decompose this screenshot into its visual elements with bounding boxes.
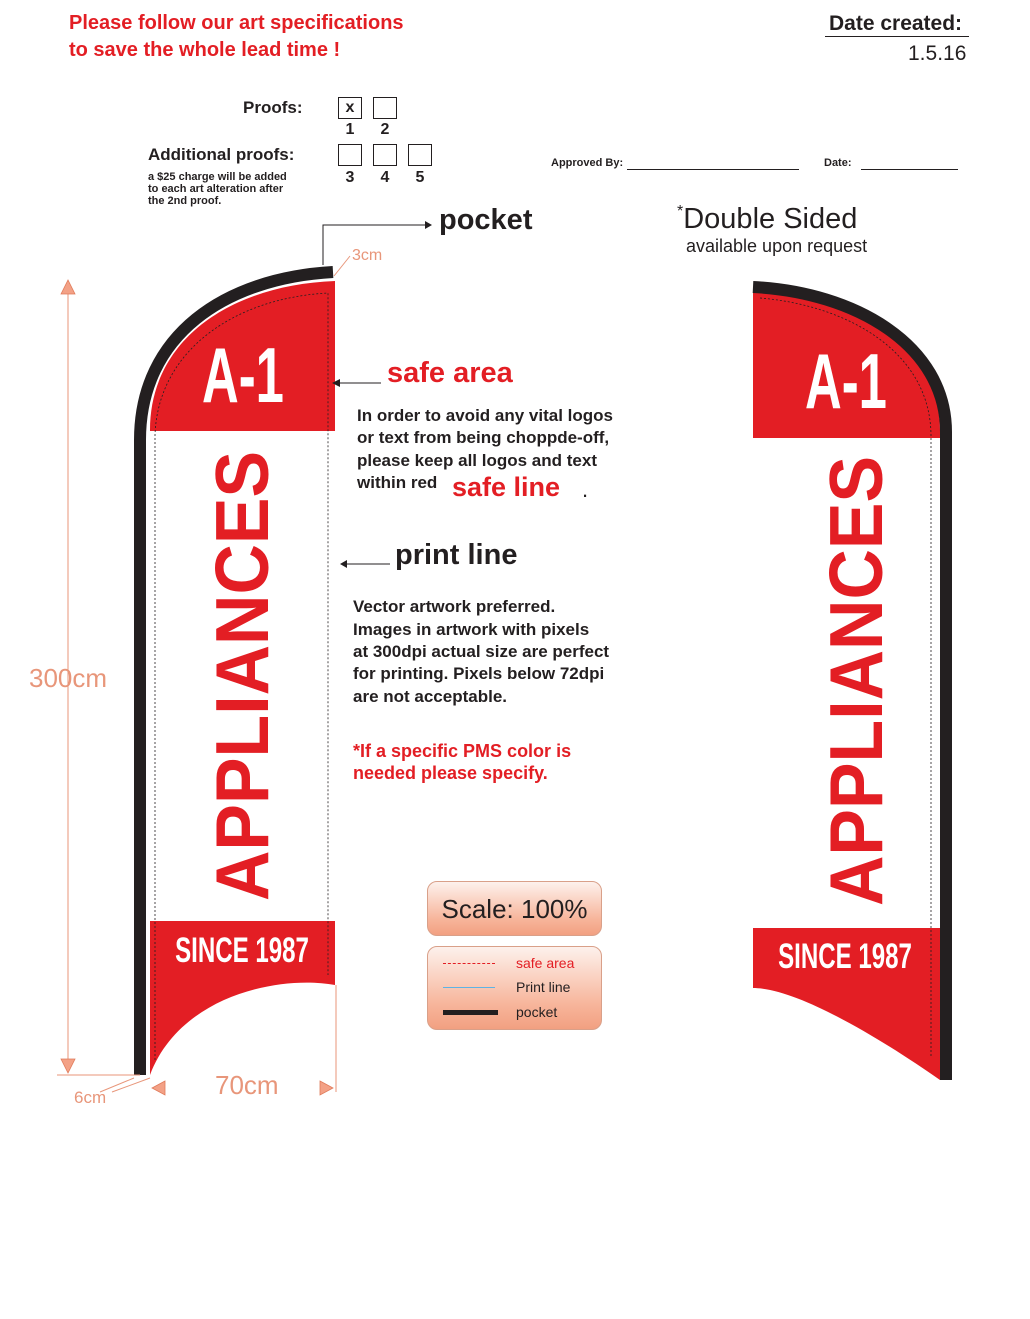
approved-by-label: Approved By:	[551, 157, 624, 169]
safe-area-line-3: please keep all logos and text	[357, 451, 597, 470]
legend-pocket-swatch	[443, 1010, 498, 1015]
safe-area-line-2: or text from being choppde-off,	[357, 428, 610, 447]
pole-width-leader	[100, 1078, 150, 1092]
right-flag-vertical-text: APPLIANCES	[814, 455, 899, 907]
proof-number-3: 3	[345, 169, 355, 186]
pms-note-1: *If a specific PMS color is	[353, 741, 572, 761]
legend-print-line-label: Print line	[516, 979, 571, 995]
right-flag-top-text: A-1	[805, 338, 887, 425]
pms-note-2: needed please specify.	[353, 763, 548, 783]
print-line-text-4: for printing. Pixels below 72dpi	[353, 664, 605, 683]
pocket-width-label: 3cm	[352, 247, 383, 264]
safe-area-line-4: within red	[357, 473, 438, 492]
double-sided-asterisk: *	[677, 203, 684, 220]
width-arrow-left-icon	[152, 1081, 165, 1095]
approval-date-label: Date:	[824, 157, 852, 169]
print-line-text-3: at 300dpi actual size are perfect	[353, 642, 610, 661]
double-sided-subtitle: available upon request	[686, 236, 868, 256]
left-flag-top-text: A-1	[202, 332, 284, 419]
safe-area-title: safe area	[387, 357, 513, 389]
instruction-line-1: Please follow our art specifications	[69, 12, 404, 34]
legend-box	[427, 946, 602, 1030]
safe-area-line-1: In order to avoid any vital logos	[357, 406, 613, 425]
legend-print-line-swatch	[443, 987, 495, 988]
left-flag-vertical-text: APPLIANCES	[200, 450, 285, 902]
left-flag	[140, 260, 350, 1091]
legend-pocket-label: pocket	[516, 1004, 558, 1020]
height-arrow-up-icon	[61, 280, 75, 294]
print-line-text-1: Vector artwork preferred.	[353, 597, 556, 616]
width-arrow-right-icon	[320, 1081, 333, 1095]
proof-number-5: 5	[415, 169, 425, 186]
width-label: 70cm	[215, 1070, 279, 1100]
right-flag-bottom-text: SINCE 1987	[778, 937, 912, 977]
safe-line-period: .	[582, 477, 589, 502]
print-line-arrow-icon	[340, 560, 347, 568]
safe-line-emphasis: safe line	[452, 472, 561, 502]
scale-badge	[427, 881, 602, 936]
proof-number-1: 1	[345, 121, 355, 138]
proof-number-4: 4	[380, 169, 390, 186]
print-line-title: print line	[395, 539, 518, 571]
print-line-text-5: are not acceptable.	[353, 687, 508, 706]
proof-number-2: 2	[380, 121, 390, 138]
legend-safe-area-swatch	[443, 963, 495, 964]
right-flag	[745, 280, 955, 1100]
height-label: 300cm	[29, 663, 108, 693]
charge-note-3: the 2nd proof.	[148, 195, 222, 207]
height-arrow-down-icon	[61, 1059, 75, 1073]
pocket-label: pocket	[439, 204, 533, 236]
scale-label: Scale: 100%	[441, 894, 588, 924]
additional-proofs-label: Additional proofs:	[148, 145, 295, 164]
charge-note-1: a $25 charge will be added	[148, 171, 287, 183]
left-flag-bottom-text: SINCE 1987	[175, 931, 309, 971]
pocket-arrow-icon	[425, 221, 432, 229]
pocket-width-leader	[334, 256, 350, 276]
double-sided-title: Double Sided	[683, 203, 858, 235]
instruction-line-2: to save the whole lead time !	[69, 39, 341, 61]
charge-note-2: to each art alteration after	[148, 183, 284, 195]
proof-box-1[interactable]: x	[338, 97, 362, 119]
pole-width-label: 6cm	[74, 1088, 107, 1107]
proofs-label: Proofs:	[243, 98, 303, 117]
print-line-text-2: Images in artwork with pixels	[353, 620, 590, 639]
legend-safe-area-label: safe area	[516, 955, 575, 971]
date-created-value: 1.5.16	[908, 42, 967, 65]
date-created-label: Date created:	[829, 12, 963, 35]
